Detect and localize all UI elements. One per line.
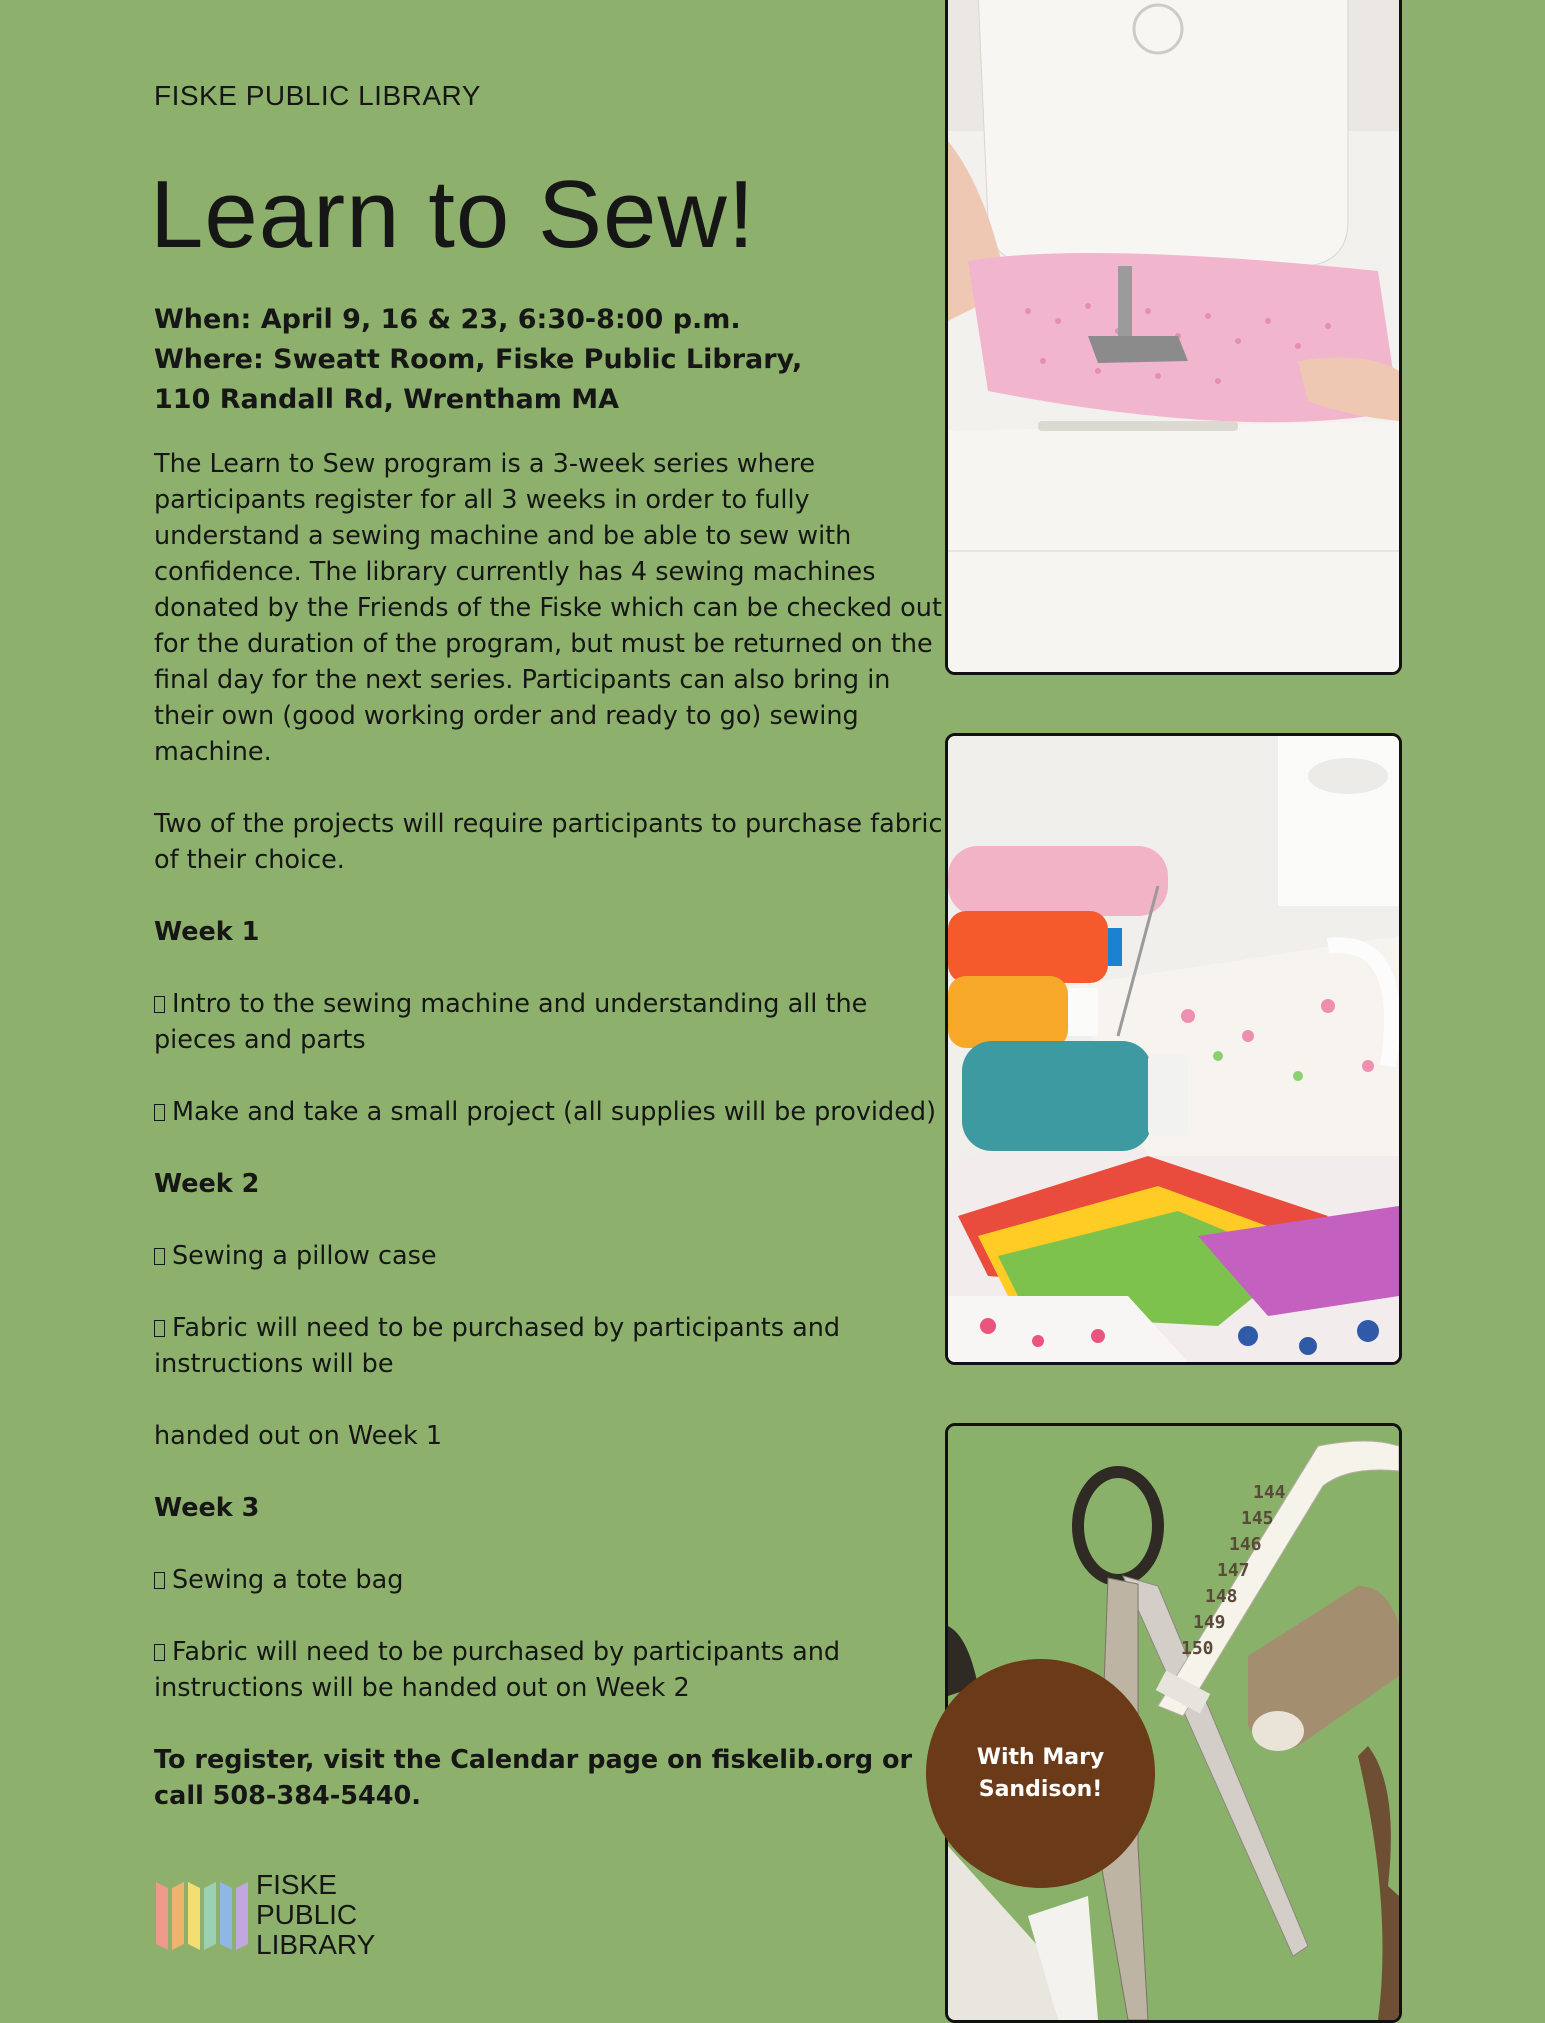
event-when: When: April 9, 16 & 23, 6:30-8:00 p.m. xyxy=(154,304,741,335)
svg-text:145: 145 xyxy=(1241,1508,1274,1529)
event-address: 110 Randall Rd, Wrentham MA xyxy=(154,384,620,415)
checkbox-icon xyxy=(154,1320,165,1337)
checkbox-icon xyxy=(154,1572,165,1589)
svg-text:147: 147 xyxy=(1217,1560,1250,1581)
presenter-badge: With Mary Sandison! xyxy=(926,1659,1155,1888)
sewing-machine-photo xyxy=(945,0,1402,675)
week1-heading: Week 1 xyxy=(154,917,260,947)
logo-text: FISKE PUBLIC LIBRARY xyxy=(256,1869,376,1960)
fabric-note: Two of the projects will require participants to purchase fabric of their choice. xyxy=(154,809,943,875)
library-name: FISKE PUBLIC LIBRARY xyxy=(154,80,481,111)
week2-item: Sewing a pillow case xyxy=(154,1238,944,1274)
svg-text:146: 146 xyxy=(1229,1534,1262,1555)
event-details xyxy=(154,300,802,420)
svg-text:149: 149 xyxy=(1193,1612,1226,1633)
program-description: The Learn to Sew program is a 3-week series where participants register for all 3 weeks in order to fully understand a sewing machine and be able to sew with confidence. The library currently has 4 sewing machines donated by the Friends of the Fiske which can be checked out for the duration of the program, but must be returned on the final day for the next series. Participants can also bring in their own (good working order and ready to go) sewing machine. xyxy=(154,449,942,767)
book-bars-icon xyxy=(154,1876,250,1956)
checkbox-icon xyxy=(154,1248,165,1265)
library-logo xyxy=(154,1870,414,1960)
week2-heading: Week 2 xyxy=(154,1169,260,1199)
week2-item: Fabric will need to be purchased by participants and instructions will be xyxy=(154,1313,841,1379)
register-info: To register, visit the Calendar page on fiskelib.org or call 508-384-5440. xyxy=(154,1745,913,1811)
checkbox-icon xyxy=(154,1644,165,1661)
svg-text:150: 150 xyxy=(1181,1638,1214,1659)
week3-heading: Week 3 xyxy=(154,1493,260,1523)
svg-text:148: 148 xyxy=(1205,1586,1238,1607)
thread-fabric-photo xyxy=(945,733,1402,1365)
week1-item: Make and take a small project (all supplies will be provided) xyxy=(154,1094,944,1130)
week3-item: Sewing a tote bag xyxy=(154,1562,944,1598)
page-title: Learn to Sew! xyxy=(150,161,756,268)
week2-item-continued: handed out on Week 1 xyxy=(154,1421,443,1451)
checkbox-icon xyxy=(154,996,165,1013)
checkbox-icon xyxy=(154,1104,165,1121)
body-text xyxy=(154,446,944,1814)
week3-item: Fabric will need to be purchased by participants and instructions will be handed out on Week 2 xyxy=(154,1637,841,1703)
week1-item: Intro to the sewing machine and understanding all the pieces and parts xyxy=(154,989,868,1055)
event-where: Where: Sweatt Room, Fiske Public Library, xyxy=(154,344,803,375)
svg-text:144: 144 xyxy=(1253,1482,1286,1503)
